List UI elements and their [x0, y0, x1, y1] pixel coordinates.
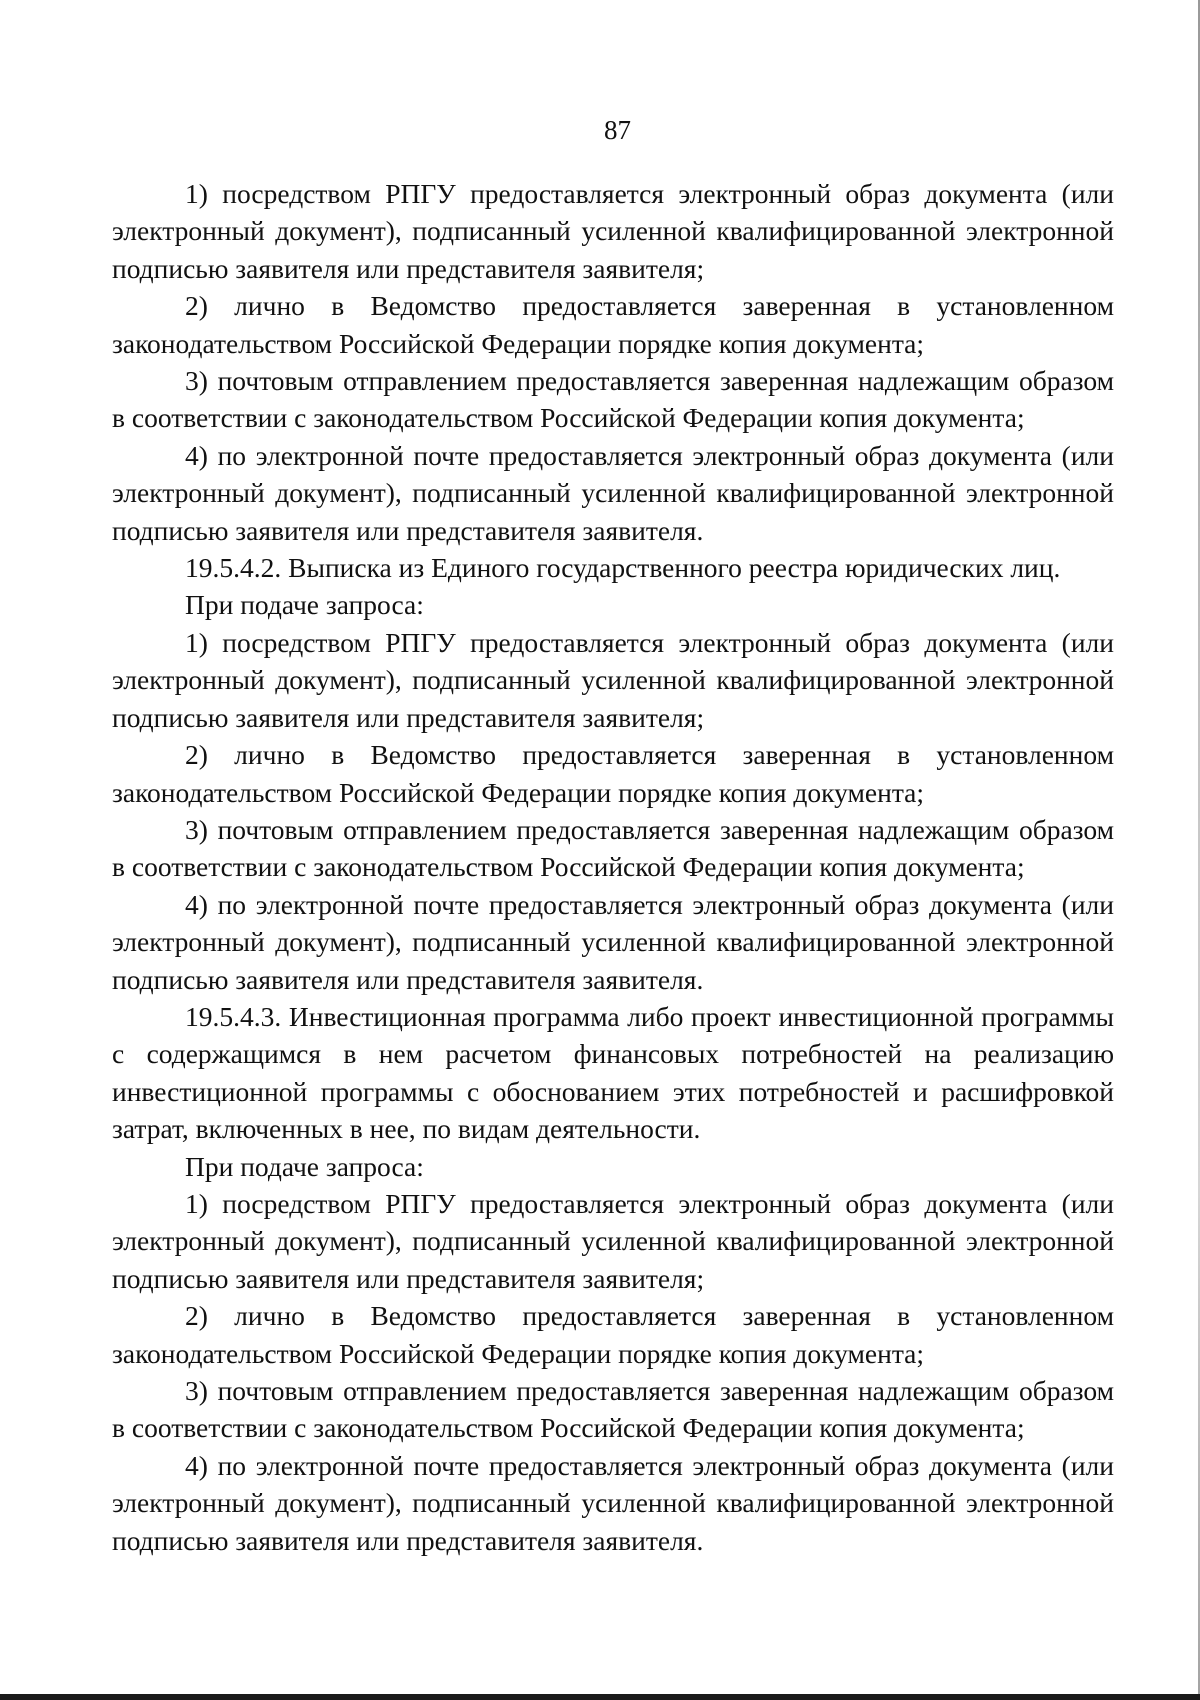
paragraph-item-1: 1) посредством РПГУ предоставляется электронный образ документа (или электронный документ), подписанный усиленной квалифицированной электронной подписью заявителя или представителя заявителя; — [112, 626, 1114, 733]
paragraph-item-3: 3) почтовым отправлением предоставляется заверенная надлежащим образом в соответствии с законодательством Российской Федерации копия документа; — [112, 1375, 1114, 1444]
paragraph-item-1: 1) посредством РПГУ предоставляется электронный образ документа (или электронный документ), подписанный усиленной квалифицированной электронной подписью заявителя или представителя заявителя; — [112, 1187, 1114, 1294]
section-heading-19-5-4-3: 19.5.4.3. Инвестиционная программа либо проект инвестиционной программы с содержащимся в нем расчетом финансовых потребностей на реализацию инвестиционной программы с обоснованием этих потребностей и расшифровкой затрат, включенных в нее, по видам деятельности. — [112, 1000, 1114, 1145]
document-body — [112, 175, 1114, 1559]
section-heading-19-5-4-2: 19.5.4.2. Выписка из Единого государственного реестра юридических лиц. — [185, 552, 1061, 584]
paragraph-item-4: 4) по электронной почте предоставляется электронный образ документа (или электронный документ), подписанный усиленной квалифицированной электронной подписью заявителя или представителя заявителя. — [112, 439, 1114, 546]
paragraph-item-3: 3) почтовым отправлением предоставляется заверенная надлежащим образом в соответствии с законодательством Российской Федерации копия документа; — [112, 813, 1114, 883]
paragraph-item-1: 1) посредством РПГУ предоставляется электронный образ документа (или электронный документ), подписанный усиленной квалифицированной электронной подписью заявителя или представителя заявителя; — [112, 178, 1114, 284]
paragraph-item-2: 2) лично в Ведомство предоставляется заверенная в установленном законодательством Российской Федерации порядке копия документа; — [112, 739, 1114, 808]
paragraph-item-2: 2) лично в Ведомство предоставляется заверенная в установленном законодательством Российской Федерации порядке копия документа; — [112, 290, 1114, 359]
paragraph-request-intro: При подаче запроса: — [185, 1150, 424, 1182]
paragraph-item-4: 4) по электронной почте предоставляется электронный образ документа (или электронный документ), подписанный усиленной квалифицированной электронной подписью заявителя или представителя заявителя. — [112, 888, 1114, 995]
paragraph-item-2: 2) лично в Ведомство предоставляется заверенная в установленном законодательством Российской Федерации порядке копия документа; — [112, 1300, 1114, 1369]
paragraph-item-3: 3) почтовым отправлением предоставляется заверенная надлежащим образом в соответствии с законодательством Российской Федерации копия документа; — [112, 365, 1114, 434]
paragraph-request-intro: При подаче запроса: — [185, 589, 424, 621]
paragraph-item-4: 4) по электронной почте предоставляется электронный образ документа (или электронный документ), подписанный усиленной квалифицированной электронной подписью заявителя или представителя заявителя. — [112, 1449, 1114, 1556]
scan-edge-bottom — [0, 1694, 1200, 1700]
page-number: 87 — [604, 115, 631, 145]
